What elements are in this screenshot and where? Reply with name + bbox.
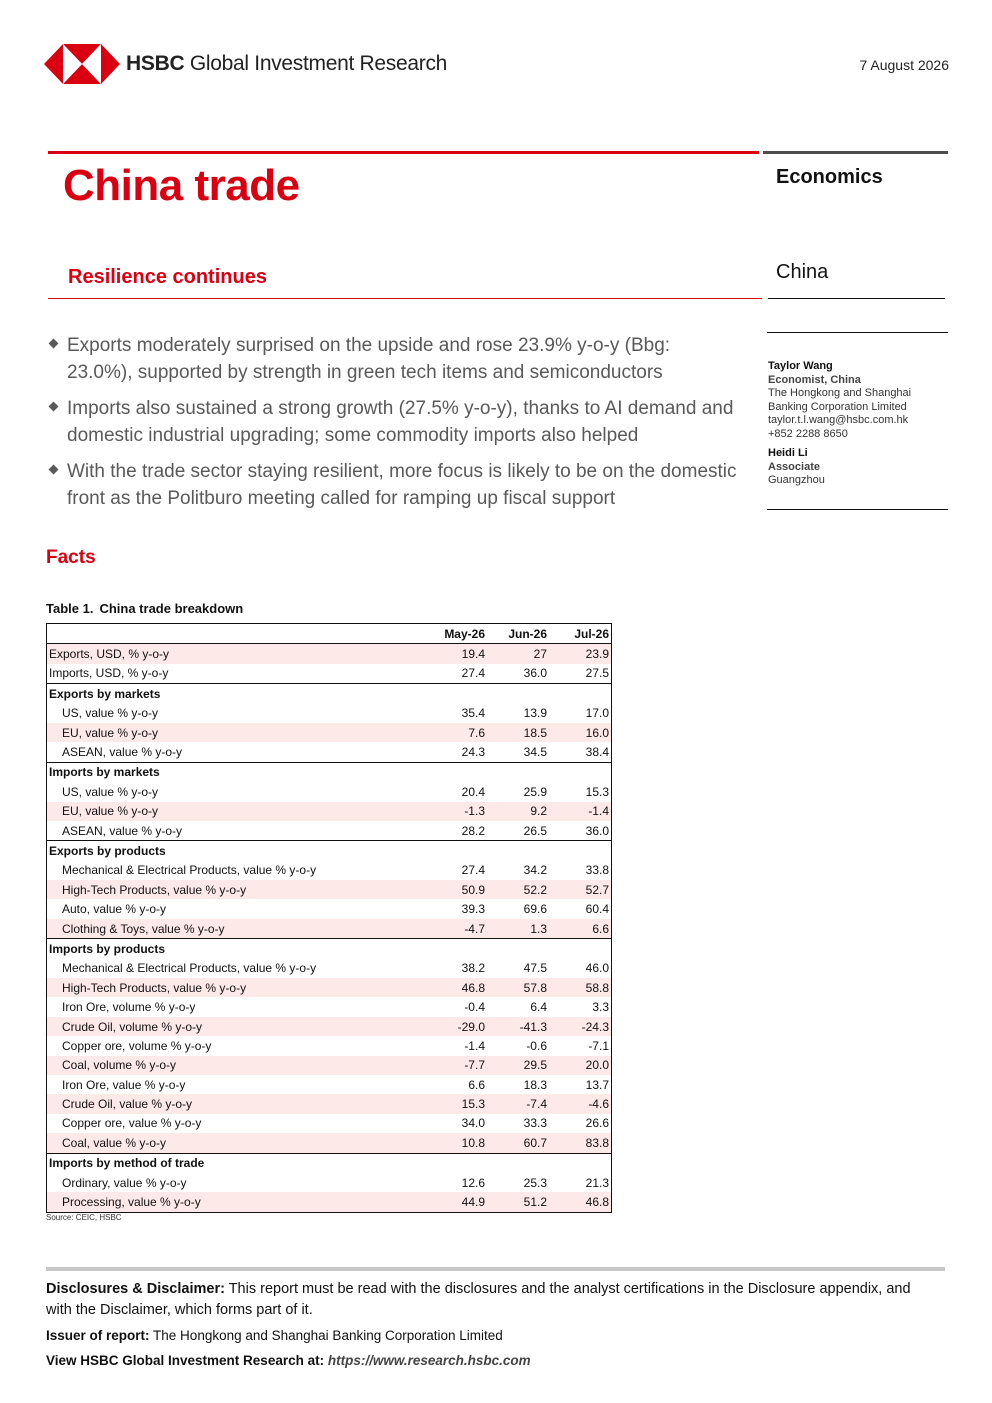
cell-value: 46.0 — [585, 961, 609, 976]
disclosures-label: Disclosures & Disclaimer: — [46, 1281, 225, 1297]
title-rule — [48, 151, 759, 154]
hsbc-hexagon-logo — [44, 44, 120, 84]
brand-rest: Global Investment Research — [189, 52, 448, 75]
cell-value: 33.8 — [585, 863, 609, 878]
issuer-label: Issuer of report: — [46, 1328, 150, 1343]
cell-value: -1.4 — [464, 1038, 485, 1053]
column-header: May-26 — [431, 624, 487, 644]
cell-value: 3.3 — [592, 1000, 609, 1015]
row-label: High-Tech Products, value % y-o-y — [47, 978, 432, 997]
cell-value: 69.6 — [523, 902, 547, 917]
cell-value: -29.0 — [431, 1017, 487, 1036]
table-caption — [46, 601, 243, 616]
divider — [767, 509, 948, 510]
cell-value: 46.8 — [431, 978, 487, 997]
cell-value: -1.3 — [431, 802, 487, 821]
table-row — [47, 802, 612, 821]
cell-value: -7.4 — [487, 1094, 549, 1113]
cell-value: 21.3 — [585, 1175, 609, 1190]
analyst-name: Heidi Li — [768, 447, 808, 459]
table-row — [47, 880, 612, 899]
table-row — [47, 644, 612, 664]
table-section-row — [47, 841, 612, 861]
cell-value: 34.0 — [461, 1116, 485, 1131]
cell-value: 44.9 — [431, 1192, 487, 1212]
trade-table — [46, 623, 612, 1213]
row-label: Copper ore, value % y-o-y — [62, 1116, 202, 1131]
table-row — [47, 1173, 612, 1192]
cell-value: -4.7 — [431, 919, 487, 939]
cell-value: 38.4 — [585, 745, 609, 760]
cell-value: 26.6 — [585, 1116, 609, 1131]
cell-value: 38.2 — [461, 961, 485, 976]
facts-heading: Facts — [46, 547, 96, 568]
cell-value: 36.0 — [523, 666, 547, 681]
table-row — [47, 1133, 612, 1153]
research-link[interactable]: https://www.research.hsbc.com — [327, 1353, 531, 1368]
cell-value: 13.7 — [585, 1077, 609, 1092]
cell-value: 15.3 — [585, 784, 609, 799]
cell-value: 6.6 — [468, 1077, 485, 1092]
table-row — [47, 861, 612, 880]
cell-value: 52.2 — [487, 880, 549, 899]
table-section-row — [47, 762, 612, 782]
subtitle-rule — [48, 298, 762, 299]
analyst-email[interactable]: taylor.t.l.wang@hsbc.com.hk — [768, 414, 909, 426]
sidebar-rule — [763, 151, 948, 154]
page-subtitle: Resilience continues — [68, 266, 267, 288]
diamond-bullet-icon — [49, 339, 59, 349]
table-row — [47, 1094, 612, 1113]
cell-value: 34.2 — [523, 863, 547, 878]
row-label: Crude Oil, value % y-o-y — [47, 1094, 432, 1113]
cell-value: 60.4 — [585, 902, 609, 917]
analyst-role: Economist, China — [768, 373, 861, 386]
table-row — [47, 978, 612, 997]
cell-value: -0.6 — [526, 1038, 547, 1053]
cell-value: 10.8 — [431, 1133, 487, 1153]
row-label: Auto, value % y-o-y — [62, 902, 167, 917]
diamond-bullet-icon — [49, 402, 59, 412]
cell-value: 27.4 — [461, 666, 485, 681]
cell-value: 23.9 — [549, 644, 612, 664]
divider — [768, 298, 945, 299]
row-label: Coal, volume % y-o-y — [47, 1056, 432, 1075]
table-section-row — [47, 939, 612, 959]
cell-value: 27 — [487, 644, 549, 664]
issuer — [46, 1328, 503, 1343]
cell-value: 12.6 — [461, 1175, 485, 1190]
key-point — [48, 333, 738, 386]
cell-value: 52.7 — [549, 880, 612, 899]
table-header-row — [47, 624, 612, 644]
analyst-org: The Hongkong and Shanghai Banking Corporation Limited — [768, 387, 912, 413]
table-row — [47, 742, 612, 762]
cell-value: 58.8 — [549, 978, 612, 997]
table-section-row — [47, 1153, 612, 1173]
cell-value: 7.6 — [431, 723, 487, 742]
row-label: Iron Ore, volume % y-o-y — [62, 1000, 196, 1015]
report-date: 7 August 2026 — [859, 57, 949, 73]
cell-value: 19.4 — [431, 644, 487, 664]
cell-value: 6.4 — [530, 1000, 547, 1015]
cell-value: 33.3 — [523, 1116, 547, 1131]
cell-value: 27.5 — [585, 666, 609, 681]
row-label: Crude Oil, volume % y-o-y — [47, 1017, 432, 1036]
row-label: Ordinary, value % y-o-y — [62, 1175, 187, 1190]
row-label: Exports, USD, % y-o-y — [47, 644, 432, 664]
analyst-phone: +852 2288 8650 — [768, 427, 848, 440]
table-row — [47, 1036, 612, 1055]
analyst-list — [768, 360, 948, 488]
cell-value: 35.4 — [461, 706, 485, 721]
cell-value: 51.2 — [487, 1192, 549, 1212]
table-caption-number: Table 1. — [46, 601, 94, 616]
row-label: EU, value % y-o-y — [47, 723, 432, 742]
row-label: Mechanical & Electrical Products, value % y-o-y — [62, 863, 317, 878]
cell-value: 16.0 — [549, 723, 612, 742]
issuer-text: The Hongkong and Shanghai Banking Corporation Limited — [153, 1328, 503, 1343]
cell-value: 18.3 — [523, 1077, 547, 1092]
table-row — [47, 723, 612, 742]
cell-value: 36.0 — [585, 823, 609, 838]
cell-value: 6.6 — [549, 919, 612, 939]
diamond-bullet-icon — [49, 465, 59, 475]
key-point-text: Exports moderately surprised on the upside and rose 23.9% y-o-y (Bbg: 23.0%), supported by strength in green tech items and semiconductors — [67, 335, 671, 383]
key-points — [48, 333, 738, 522]
cell-value: -7.1 — [588, 1038, 609, 1053]
table-row — [47, 899, 612, 918]
section-label: Imports by products — [47, 939, 612, 959]
table-row — [47, 997, 612, 1016]
footer-rule — [46, 1267, 945, 1271]
brand-name — [126, 52, 447, 76]
section-label: Imports by markets — [47, 762, 612, 782]
cell-value: 39.3 — [461, 902, 485, 917]
cell-value: 17.0 — [585, 706, 609, 721]
cell-value: -1.4 — [549, 802, 612, 821]
cell-value: 83.8 — [549, 1133, 612, 1153]
cell-value: 47.5 — [523, 961, 547, 976]
cell-value: 9.2 — [487, 802, 549, 821]
table-row — [47, 959, 612, 978]
table-row — [47, 704, 612, 723]
analyst-location: Guangzhou — [768, 474, 825, 486]
key-point — [48, 459, 738, 512]
analyst-role: Associate — [768, 460, 820, 473]
brand-bold: HSBC — [126, 52, 185, 75]
cell-value: 13.9 — [523, 706, 547, 721]
table-row — [47, 919, 612, 939]
table-body — [47, 644, 612, 1212]
cell-value: 29.5 — [487, 1056, 549, 1075]
row-label: US, value % y-o-y — [62, 784, 159, 799]
table-caption-text: China trade breakdown — [99, 601, 244, 616]
row-label: Imports, USD, % y-o-y — [49, 666, 169, 681]
page-title: China trade — [63, 161, 300, 210]
divider — [767, 332, 948, 333]
cell-value: -24.3 — [549, 1017, 612, 1036]
key-point — [48, 396, 738, 449]
cell-value: 46.8 — [549, 1192, 612, 1212]
table-row — [47, 1056, 612, 1075]
cell-value: -41.3 — [487, 1017, 549, 1036]
table-row — [47, 1017, 612, 1036]
cell-value: 27.4 — [461, 863, 485, 878]
cell-value: 25.3 — [523, 1175, 547, 1190]
cell-value: 28.2 — [461, 823, 485, 838]
row-label: EU, value % y-o-y — [47, 802, 432, 821]
cell-value: -7.7 — [431, 1056, 487, 1075]
key-point-text: Imports also sustained a strong growth (27.5% y-o-y), thanks to AI demand and domestic industrial upgrading; some commodity imports also helped — [67, 398, 734, 446]
key-point-text: With the trade sector staying resilient, more focus is likely to be on the domestic front as the Politburo meeting called for ramping up fiscal support — [67, 461, 737, 509]
disclosures — [46, 1279, 926, 1321]
analyst-name: Taylor Wang — [768, 360, 833, 372]
table-section-row — [47, 684, 612, 704]
row-label: ASEAN, value % y-o-y — [62, 823, 183, 838]
row-label: Iron Ore, value % y-o-y — [62, 1077, 186, 1092]
table-row — [47, 1192, 612, 1212]
row-label: Copper ore, volume % y-o-y — [62, 1038, 212, 1053]
research-link-label: View HSBC Global Investment Research at: — [46, 1353, 325, 1368]
row-label: High-Tech Products, value % y-o-y — [47, 880, 432, 899]
row-label: ASEAN, value % y-o-y — [62, 745, 183, 760]
table-row — [47, 782, 612, 801]
cell-value: 34.5 — [523, 745, 547, 760]
cell-value: 20.0 — [549, 1056, 612, 1075]
row-label: US, value % y-o-y — [62, 706, 159, 721]
section-label: Exports by markets — [47, 684, 612, 704]
cell-value: 25.9 — [523, 784, 547, 799]
row-label: Clothing & Toys, value % y-o-y — [47, 919, 432, 939]
row-label: Coal, value % y-o-y — [47, 1133, 432, 1153]
table-row — [47, 1114, 612, 1133]
cell-value: 26.5 — [523, 823, 547, 838]
row-label: Processing, value % y-o-y — [47, 1192, 432, 1212]
section-label: Imports by method of trade — [47, 1153, 612, 1173]
disclosures-text: This report must be read with the disclosures and the analyst certifications in the Disclosure appendix, and with the Disclaimer, which forms part of it. — [46, 1281, 911, 1318]
row-label: Mechanical & Electrical Products, value % y-o-y — [62, 961, 317, 976]
cell-value: 1.3 — [487, 919, 549, 939]
column-header: Jul-26 — [549, 624, 612, 644]
section-label: Exports by products — [47, 841, 612, 861]
research-link-line — [46, 1353, 531, 1368]
cell-value: 20.4 — [461, 784, 485, 799]
cell-value: -4.6 — [549, 1094, 612, 1113]
table-row — [47, 821, 612, 841]
cell-value: 60.7 — [487, 1133, 549, 1153]
table-row — [47, 664, 612, 684]
report-category: Economics — [776, 166, 883, 188]
cell-value: 18.5 — [487, 723, 549, 742]
cell-value: 24.3 — [461, 745, 485, 760]
cell-value: -0.4 — [464, 1000, 485, 1015]
cell-value: 57.8 — [487, 978, 549, 997]
table-source: Source: CEIC, HSBC — [46, 1213, 122, 1222]
column-header: Jun-26 — [487, 624, 549, 644]
cell-value: 15.3 — [431, 1094, 487, 1113]
report-region: China — [776, 261, 829, 283]
cell-value: 50.9 — [431, 880, 487, 899]
table-row — [47, 1075, 612, 1094]
